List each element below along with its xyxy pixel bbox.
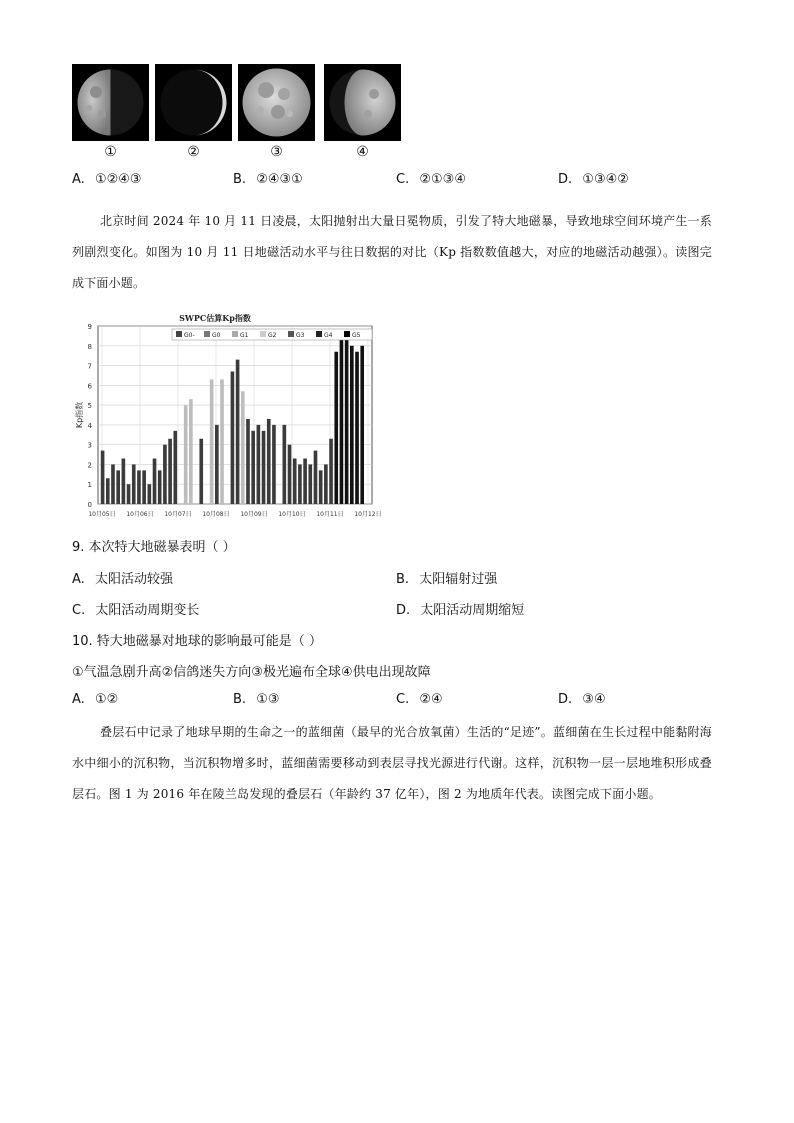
option-letter: A. — [72, 692, 85, 707]
q9-option-a[interactable] — [72, 568, 173, 587]
kp-bar — [314, 451, 318, 504]
kp-bar — [137, 470, 141, 504]
kp-bar — [257, 425, 261, 504]
moon-label-3: ③ — [270, 144, 283, 160]
legend-swatch — [316, 331, 322, 337]
moon-label-1: ① — [104, 144, 117, 160]
option-letter: C. — [396, 172, 410, 187]
y-tick-label: 0 — [87, 501, 92, 509]
kp-bar — [184, 405, 188, 504]
kp-bar — [215, 425, 219, 504]
option-letter: C. — [72, 603, 86, 618]
moon-image-3 — [238, 64, 315, 141]
legend-swatch — [176, 331, 182, 337]
kp-bar — [111, 464, 115, 504]
x-tick-label: 10月05日 — [88, 511, 116, 518]
q10-option-d[interactable] — [558, 692, 606, 707]
q10-items: ①气温急剧升高②信鸽迷失方向③极光遍布全球④供电出现故障 — [72, 665, 431, 680]
y-tick-label: 3 — [87, 441, 92, 450]
q9-option-c[interactable] — [72, 599, 199, 618]
kp-bar — [158, 470, 162, 504]
legend-label: G0- — [184, 332, 195, 339]
kp-bar — [319, 470, 323, 504]
q10-option-c[interactable] — [396, 692, 443, 707]
y-tick-label: 1 — [87, 481, 92, 490]
kp-bar — [355, 352, 359, 504]
kp-bar — [293, 459, 297, 504]
y-tick-label: 8 — [87, 342, 92, 351]
kp-bar — [334, 352, 338, 504]
kp-bar — [272, 425, 276, 504]
moon-label-4: ④ — [356, 144, 369, 160]
kp-chart-svg — [72, 312, 382, 524]
moon-image-2 — [155, 64, 232, 141]
kp-bar — [148, 484, 152, 504]
kp-bar — [251, 431, 255, 504]
q10-option-b[interactable] — [233, 692, 280, 707]
x-tick-label: 10月07日 — [164, 511, 192, 518]
legend-swatch — [232, 331, 238, 337]
moon-label-2: ② — [187, 144, 200, 160]
legend-label: G0 — [212, 332, 221, 339]
kp-bar — [324, 464, 328, 504]
y-tick-label: 9 — [87, 323, 92, 331]
legend-swatch — [260, 331, 266, 337]
option-text: ①② — [94, 692, 119, 707]
option-letter: A. — [72, 172, 85, 187]
kp-bar — [173, 431, 177, 504]
kp-bar — [142, 470, 146, 504]
option-letter: A. — [72, 572, 85, 587]
kp-bar — [303, 459, 307, 504]
q8-option-a[interactable] — [72, 172, 142, 187]
y-tick-label: 4 — [87, 421, 92, 430]
legend-label: G5 — [352, 332, 361, 339]
x-tick-label: 10月10日 — [278, 511, 306, 518]
kp-bar — [163, 445, 167, 504]
chart-title: SWPC估算Kp指数 — [179, 313, 251, 323]
option-letter: B. — [233, 172, 247, 187]
kp-bar — [298, 464, 302, 504]
kp-bar — [283, 425, 287, 504]
kp-bar — [116, 470, 120, 504]
kp-bar — [345, 332, 349, 504]
kp-bar — [236, 360, 240, 504]
option-text: ③④ — [582, 692, 606, 707]
kp-bar — [122, 459, 126, 504]
option-text: ②④③① — [256, 172, 303, 187]
q10-option-a[interactable] — [72, 692, 118, 707]
kp-bar — [241, 391, 245, 504]
legend-label: G3 — [296, 332, 305, 339]
q8-option-c[interactable] — [396, 172, 466, 187]
y-tick-label: 5 — [87, 402, 92, 411]
x-tick-label: 10月12日 — [354, 511, 382, 518]
q9-option-b[interactable] — [396, 568, 497, 587]
option-letter: B. — [396, 572, 410, 587]
option-letter: B. — [233, 692, 247, 707]
q9-option-d[interactable] — [396, 599, 524, 618]
kp-bar — [106, 478, 110, 504]
kp-bar — [360, 346, 364, 504]
kp-bar — [220, 379, 224, 504]
kp-bar — [127, 484, 131, 504]
y-tick-label: 7 — [87, 362, 92, 371]
option-text: ①③④② — [582, 172, 629, 187]
x-tick-label: 10月06日 — [126, 511, 154, 518]
option-text: 太阳活动周期缩短 — [420, 603, 525, 618]
moon-image-4 — [324, 64, 401, 141]
kp-bar — [267, 419, 271, 504]
legend-swatch — [288, 331, 294, 337]
kp-bar — [246, 419, 250, 504]
option-text: ①③ — [256, 692, 280, 707]
moon-image-1 — [72, 64, 149, 141]
x-tick-label: 10月08日 — [202, 511, 230, 518]
y-tick-label: 6 — [87, 382, 92, 391]
q9-stem: 9. 本次特大地磁暴表明（ ） — [72, 540, 236, 555]
x-tick-label: 10月11日 — [316, 511, 344, 518]
kp-bar — [340, 340, 344, 504]
kp-bar — [231, 371, 235, 504]
kp-bar — [210, 379, 214, 504]
kp-bar — [350, 346, 354, 504]
y-tick-label: 2 — [87, 461, 92, 470]
option-text: 太阳活动周期变长 — [95, 603, 200, 618]
option-text: 太阳活动较强 — [94, 572, 173, 587]
q8-option-b[interactable] — [233, 172, 303, 187]
legend-swatch — [344, 331, 350, 337]
passage-geomagnetic-storm: 北京时间 2024 年 10 月 11 日凌晨，太阳抛射出大量日冕物质，引发了特大地磁暴，导致地球空间环境产生一系列剧烈变化。如图为 10 月 11 日地磁活动水平与往日数据的对比（Kp 指数数值越大，对应的地磁活动越强）。读图完成下面小题。 — [72, 214, 712, 290]
kp-bar — [288, 445, 292, 504]
kp-bar — [189, 399, 193, 504]
x-tick-label: 10月09日 — [240, 511, 268, 518]
legend-label: G1 — [240, 332, 249, 339]
kp-bar — [168, 439, 172, 504]
q8-option-d[interactable] — [558, 172, 629, 187]
q10-stem: 10. 特大地磁暴对地球的影响最可能是（ ） — [72, 634, 322, 649]
kp-index-chart — [72, 312, 382, 524]
kp-bar — [153, 459, 157, 504]
kp-bar — [329, 439, 333, 504]
option-letter: D. — [558, 172, 573, 187]
legend-label: G2 — [268, 332, 277, 339]
option-letter: C. — [396, 692, 410, 707]
legend-label: G4 — [324, 332, 333, 339]
option-text: ①②④③ — [94, 172, 142, 187]
option-text: ②①③④ — [419, 172, 466, 187]
kp-bar — [262, 431, 266, 504]
option-text: 太阳辐射过强 — [419, 572, 498, 587]
option-letter: D. — [396, 603, 411, 618]
kp-bar — [132, 464, 136, 504]
option-text: ②④ — [419, 692, 443, 707]
passage-stromatolite: 叠层石中记录了地球早期的生命之一的蓝细菌（最早的光合放氧菌）生活的“足迹”。蓝细菌在生长过程中能黏附海水中细小的沉积物，当沉积物增多时，蓝细菌需要移动到表层寻找光源进行代谢。这样，沉积物一层一层地堆积形成叠层石。图 1 为 2016 年在陵兰岛发现的叠层石（年龄约 37 亿年），图 2 为地质年代表。读图完成下面小题。 — [72, 725, 712, 801]
y-axis-label: Kp指数 — [75, 401, 84, 429]
kp-bar — [308, 464, 312, 504]
kp-bar — [101, 451, 105, 504]
option-letter: D. — [558, 692, 573, 707]
legend-swatch — [204, 331, 210, 337]
kp-bar — [199, 439, 203, 504]
